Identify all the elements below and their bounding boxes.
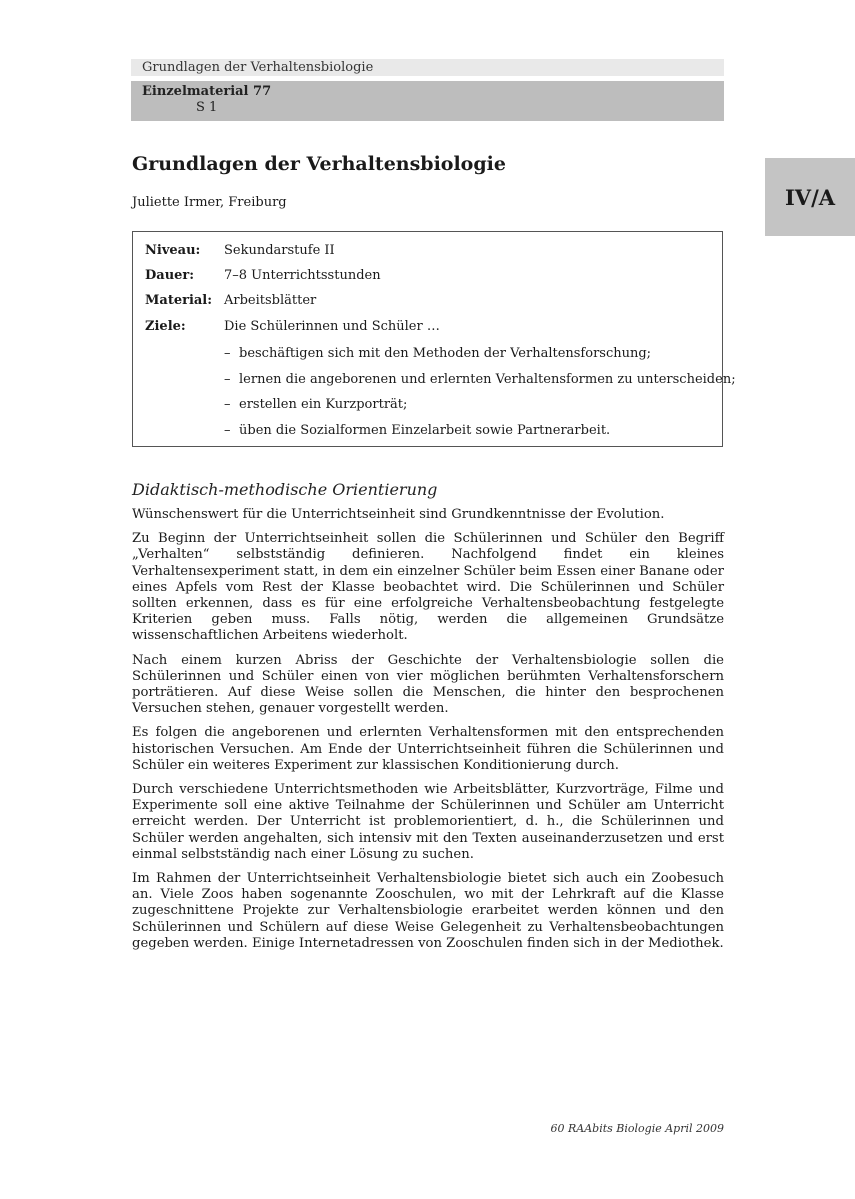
- material-label: Einzelmaterial 77: [142, 84, 272, 99]
- paragraph: Zu Beginn der Unterrichtseinheit sollen die Schülerinnen und Schüler den Begriff „Verhalten“ selbstständig definieren. Nachfolgend findet ein kleines Verhaltensexperiment statt, in dem ein einzelner Schüler beim Essen einer Banane oder eines Apfels vom Rest der Klasse beobachtet wird. Die Schülerinnen und Schüler sollten erkennen, dass es für eine erfolgreiche Verhaltensbeobachtung festgelegte Kriterien geben muss. Falls nötig, werden die allgemeinen Grundsätze wissenschaftlichen Arbeitens wiederholt.: [132, 531, 724, 644]
- info-value: 7–8 Unterrichtsstunden: [224, 268, 381, 283]
- info-value: Arbeitsblätter: [224, 293, 317, 308]
- dash-bullet: –: [224, 397, 231, 412]
- goal-text: üben die Sozialformen Einzelarbeit sowie Partnerarbeit.: [239, 423, 611, 438]
- info-label: Ziele:: [145, 319, 186, 334]
- section-heading: Didaktisch-methodische Orientierung: [132, 480, 438, 499]
- page-title: Grundlagen der Verhaltensbiologie: [132, 153, 506, 175]
- paragraph: Wünschenswert für die Unterrichtseinheit sind Grundkenntnisse der Evolution.: [132, 507, 665, 522]
- paragraph: Durch verschiedene Unterrichtsmethoden wie Arbeitsblätter, Kurzvorträge, Filme und Experimente soll eine aktive Teilnahme der Schülerinnen und Schüler am Unterricht erreicht werden. Der Unterricht ist problemorientiert, d. h., die Schülerinnen und Schüler werden angehalten, sich intensiv mit den Texten auseinanderzusetzen und erst einmal selbstständig nach einer Lösung zu suchen.: [132, 782, 724, 862]
- paragraph: Es folgen die angeborenen und erlernten Verhaltensformen mit den entsprechenden historischen Versuchen. Am Ende der Unterrichtseinheit führen die Schülerinnen und Schüler ein weiteres Experiment zur klassischen Konditionierung durch.: [132, 725, 724, 773]
- author: Juliette Irmer, Freiburg: [132, 195, 287, 210]
- goal-item: [224, 422, 610, 440]
- info-label: Niveau:: [145, 243, 201, 258]
- running-header: Grundlagen der Verhaltensbiologie: [131, 59, 724, 76]
- goal-item: [224, 345, 651, 363]
- section-tab: IV/A: [765, 158, 855, 236]
- body-text: [132, 507, 724, 960]
- dash-bullet: –: [224, 372, 231, 387]
- info-box: [132, 231, 736, 447]
- dash-bullet: –: [224, 423, 231, 438]
- goal-text: beschäftigen sich mit den Methoden der Verhaltensforschung;: [239, 346, 652, 361]
- paragraph: Nach einem kurzen Abriss der Geschichte der Verhaltensbiologie sollen die Schülerinnen und Schüler einen von vier möglichen berühmten Verhaltensforschern porträtieren. Auf diese Weise sollen die Menschen, die hinter den besprochenen Versuchen stehen, genauer vorgestellt werden.: [132, 652, 724, 717]
- paragraph: Im Rahmen der Unterrichtseinheit Verhaltensbiologie bietet sich auch ein Zoobesuch an. Viele Zoos haben sogenannte Zooschulen, wo mit der Lehrkraft auf die Klasse zugeschnittene Projekte zur Verhaltensbiologie erarbeitet werden können und den Schülerinnen und Schülern auf diese Weise Gelegenheit zu Verhaltensbeobachtungen gegeben werden. Einige Internetadressen von Zooschulen finden sich in der Mediothek.: [132, 871, 724, 951]
- dash-bullet: –: [224, 346, 231, 361]
- material-header: [131, 81, 724, 121]
- info-value: Die Schülerinnen und Schüler …: [224, 319, 440, 334]
- goal-item: [224, 396, 407, 414]
- info-label: Dauer:: [145, 268, 195, 283]
- page-label: S 1: [196, 100, 218, 115]
- info-label: Material:: [145, 293, 213, 308]
- goal-text: erstellen ein Kurzporträt;: [239, 397, 408, 412]
- info-value: Sekundarstufe II: [224, 243, 335, 258]
- page-footer: 60 RAAbits Biologie April 2009: [550, 1122, 724, 1135]
- goal-item: [224, 371, 736, 389]
- goal-text: lernen die angeborenen und erlernten Verhaltensformen zu unterscheiden;: [239, 372, 736, 387]
